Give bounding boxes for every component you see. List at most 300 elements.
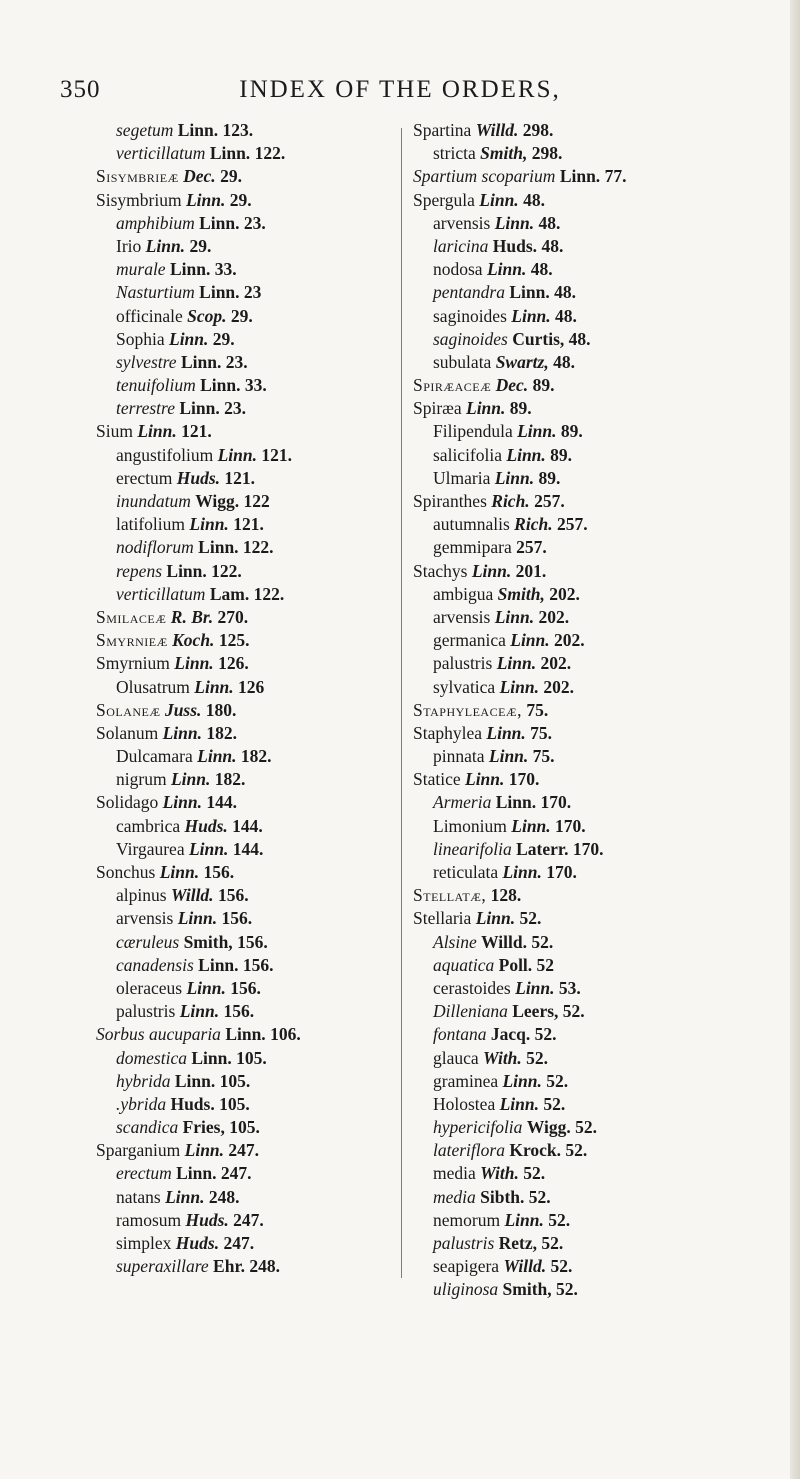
- entry-authority: Linn.: [198, 537, 239, 558]
- entry-authority: Linn.: [509, 282, 550, 303]
- index-subentry: [413, 1232, 793, 1255]
- index-entry: [413, 397, 793, 420]
- index-entry: [413, 699, 793, 722]
- index-subentry: [413, 212, 793, 235]
- index-subentry: [96, 351, 386, 374]
- entry-name: repens: [116, 560, 163, 581]
- entry-page: 202.: [538, 606, 570, 627]
- index-subentry: [96, 444, 386, 467]
- entry-name: canadensis: [116, 954, 194, 975]
- entry-page: 29.: [189, 235, 212, 256]
- entry-name: pentandra: [433, 282, 505, 303]
- entry-name: linearifolia: [433, 838, 512, 859]
- entry-page: 89.: [560, 421, 583, 442]
- entry-authority: Linn.: [162, 722, 203, 743]
- entry-name: salicifolia: [433, 444, 503, 465]
- entry-name: saginoides: [433, 305, 507, 326]
- entry-name: Solidago: [96, 792, 159, 813]
- index-entry: [413, 374, 793, 397]
- index-entry: [96, 1139, 386, 1162]
- index-entry: [96, 189, 386, 212]
- entry-authority: Linn.: [177, 120, 219, 140]
- entry-authority: Linn.: [499, 676, 539, 697]
- entry-name: murale: [116, 259, 166, 280]
- entry-page: 52.: [562, 1001, 585, 1022]
- entry-name: tenuifolium: [116, 375, 196, 396]
- page-edge: [790, 0, 800, 1479]
- entry-name: arvensis: [433, 212, 491, 233]
- entry-name: Dilleniana: [433, 1001, 508, 1022]
- index-subentry: [96, 1162, 386, 1185]
- entry-name: Sorbus aucuparia: [96, 1024, 221, 1045]
- entry-page: 29.: [220, 166, 242, 187]
- entry-authority: Linn.: [494, 467, 535, 488]
- entry-name: stricta: [433, 143, 476, 164]
- entry-authority: Willd.: [170, 885, 214, 906]
- entry-name: Sophia: [116, 328, 165, 349]
- index-subentry: [413, 1023, 793, 1046]
- entry-authority: Linn.: [494, 212, 535, 233]
- entry-authority: Ehr.: [213, 1256, 245, 1277]
- entry-name: Spiræa: [413, 398, 462, 419]
- index-subentry: [413, 305, 793, 328]
- index-subentry: [96, 1232, 386, 1255]
- index-entry: [96, 722, 386, 745]
- entry-page: 298.: [522, 120, 554, 140]
- entry-name: glauca: [433, 1047, 479, 1068]
- entry-name: Smyrnieæ: [96, 630, 168, 651]
- entry-authority: Huds.: [170, 1093, 215, 1114]
- entry-authority: Linn.: [511, 305, 551, 326]
- entry-name: Ulmaria: [433, 467, 491, 488]
- entry-authority: Juss.: [164, 699, 202, 720]
- entry-authority: Linn.: [177, 908, 218, 929]
- entry-page: 202.: [554, 630, 585, 651]
- entry-name: verticillatum: [116, 583, 206, 604]
- entry-page: 121.: [261, 444, 292, 465]
- entry-name: Spiræaceæ: [413, 375, 492, 396]
- index-subentry: [413, 281, 793, 304]
- index-subentry: [413, 1278, 793, 1301]
- index-entry: [96, 606, 386, 629]
- entry-page: 48.: [541, 235, 564, 256]
- entry-authority: Leers,: [512, 1001, 559, 1022]
- index-subentry: [96, 1047, 386, 1070]
- entry-authority: Linn.: [191, 1047, 232, 1068]
- entry-page: 52.: [548, 1209, 571, 1230]
- entry-authority: Linn.: [137, 421, 177, 442]
- index-subentry: [413, 444, 793, 467]
- index-subentry: [413, 1162, 793, 1185]
- index-subentry: [96, 258, 386, 281]
- entry-page: 52.: [531, 931, 554, 952]
- entry-authority: Linn.: [499, 1093, 539, 1114]
- entry-name: palustris: [433, 1233, 495, 1253]
- index-subentry: [96, 1186, 386, 1209]
- index-subentry: [96, 1116, 386, 1139]
- entry-authority: Linn.: [479, 189, 519, 210]
- entry-page: 170.: [540, 792, 572, 813]
- index-subentry: [96, 536, 386, 559]
- entry-page: 48.: [553, 351, 575, 372]
- index-subentry: [96, 513, 386, 536]
- entry-page: 122.: [253, 583, 285, 604]
- index-entry: [413, 490, 793, 513]
- entry-page: 156.: [237, 931, 268, 952]
- entry-authority: Retz,: [498, 1233, 538, 1253]
- entry-name: Spiranthes: [413, 491, 487, 511]
- index-subentry: [96, 374, 386, 397]
- entry-name: palustris: [433, 653, 493, 674]
- entry-page: 170.: [508, 769, 540, 790]
- index-subentry: [413, 1093, 793, 1116]
- index-subentry: [96, 676, 386, 699]
- entry-page: 125.: [218, 630, 250, 651]
- entry-name: segetum: [116, 120, 174, 140]
- entry-name: Irio: [116, 235, 142, 256]
- entry-page: 52.: [526, 1047, 549, 1068]
- entry-page: 270.: [217, 606, 249, 627]
- entry-page: 52.: [565, 1140, 588, 1161]
- entry-name: cerastoides: [433, 977, 511, 998]
- index-entry: [413, 119, 793, 142]
- index-subentry: [413, 652, 793, 675]
- index-subentry: [96, 397, 386, 420]
- index-subentry: [413, 513, 793, 536]
- entry-name: Limonium: [433, 815, 507, 836]
- entry-name: Dulcamara: [116, 746, 193, 767]
- entry-name: Stellatæ,: [413, 885, 487, 906]
- entry-authority: Willd.: [481, 931, 528, 952]
- entry-authority: Krock.: [509, 1140, 562, 1161]
- index-entry: [413, 768, 793, 791]
- entry-authority: Linn.: [145, 235, 186, 256]
- entry-name: Nasturtium: [116, 282, 195, 303]
- entry-name: nodosa: [433, 259, 483, 280]
- entry-name: erectum: [116, 1163, 172, 1184]
- entry-authority: Linn.: [494, 606, 535, 627]
- entry-name: seapigera: [433, 1256, 500, 1277]
- entry-page: 75.: [530, 722, 553, 743]
- entry-name: fontana: [433, 1024, 487, 1045]
- entry-authority: Linn.: [217, 444, 257, 465]
- entry-page: 248.: [208, 1186, 240, 1207]
- entry-name: superaxillare: [116, 1256, 209, 1277]
- entry-page: 105.: [229, 1117, 260, 1138]
- entry-authority: Linn.: [200, 375, 241, 396]
- entry-authority: Linn.: [179, 1001, 220, 1022]
- index-subentry: [413, 328, 793, 351]
- entry-authority: Huds.: [492, 235, 538, 256]
- entry-authority: Wigg.: [526, 1117, 571, 1138]
- entry-page: 48.: [568, 328, 591, 349]
- entry-authority: Willd.: [503, 1256, 547, 1277]
- entry-page: 52: [536, 954, 555, 975]
- entry-authority: Smith,: [183, 931, 233, 952]
- entry-authority: Dec.: [183, 166, 216, 187]
- index-entry: [413, 722, 793, 745]
- entry-page: 48.: [538, 212, 561, 233]
- index-subentry: [413, 142, 793, 165]
- entry-name: .ybrida: [116, 1093, 167, 1114]
- entry-authority: R. Br.: [170, 606, 214, 627]
- entry-page: 182.: [240, 746, 272, 767]
- entry-name: Virgaurea: [116, 838, 185, 859]
- entry-authority: Huds.: [184, 815, 228, 836]
- entry-name: Sisymbrieæ: [96, 166, 179, 187]
- entry-authority: Sibth.: [480, 1186, 525, 1207]
- index-column-right: [413, 119, 793, 1302]
- entry-page: 156.: [230, 977, 261, 998]
- entry-page: 170.: [555, 815, 586, 836]
- entry-authority: Huds.: [185, 1209, 229, 1230]
- entry-page: 75.: [532, 746, 555, 767]
- entry-authority: Linn.: [486, 259, 527, 280]
- entry-name: inundatum: [116, 491, 191, 511]
- entry-authority: Linn.: [209, 143, 251, 164]
- entry-authority: Rich.: [491, 491, 530, 511]
- entry-page: 121.: [224, 467, 256, 488]
- entry-authority: Wigg.: [195, 491, 240, 511]
- entry-authority: Lam.: [209, 583, 250, 604]
- entry-authority: With.: [483, 1047, 522, 1068]
- entry-authority: Scop.: [187, 305, 227, 326]
- entry-name: nemorum: [433, 1209, 501, 1230]
- entry-page: 23.: [243, 212, 266, 233]
- entry-name: gemmipara: [433, 537, 512, 558]
- entry-authority: Linn.: [511, 815, 551, 836]
- entry-name: Spartium scoparium: [413, 166, 556, 187]
- index-subentry: [96, 212, 386, 235]
- entry-name: arvensis: [433, 606, 491, 627]
- entry-name: ambigua: [433, 583, 494, 604]
- entry-name: palustris: [116, 1001, 176, 1022]
- entry-page: 23: [243, 282, 262, 303]
- entry-name: Sium: [96, 421, 133, 442]
- entry-page: 33.: [214, 259, 237, 280]
- entry-page: 52.: [534, 1024, 557, 1045]
- entry-name: cambrica: [116, 815, 181, 836]
- entry-page: 52.: [528, 1186, 551, 1207]
- entry-authority: Linn.: [502, 1070, 542, 1091]
- entry-name: Solaneæ: [96, 699, 161, 720]
- entry-name: Filipendula: [433, 421, 513, 442]
- entry-page: 182.: [206, 722, 238, 743]
- entry-name: Spartina: [413, 120, 472, 140]
- entry-name: domestica: [116, 1047, 187, 1068]
- index-entry: [96, 420, 386, 443]
- index-subentry: [96, 142, 386, 165]
- index-column-left: [96, 119, 386, 1278]
- entry-page: 52.: [523, 1163, 546, 1184]
- entry-name: laricina: [433, 235, 489, 256]
- index-entry: [96, 699, 386, 722]
- entry-name: nigrum: [116, 769, 167, 790]
- entry-authority: Linn.: [185, 189, 226, 210]
- entry-page: 298.: [531, 143, 563, 164]
- column-divider: [401, 128, 402, 1278]
- entry-name: erectum: [116, 467, 173, 488]
- entry-authority: Linn.: [179, 398, 220, 419]
- index-entry: [96, 1023, 386, 1046]
- entry-page: 121.: [181, 421, 212, 442]
- entry-authority: Linn.: [504, 1209, 544, 1230]
- entry-authority: Linn.: [225, 1024, 266, 1045]
- index-subentry: [413, 536, 793, 559]
- index-subentry: [413, 420, 793, 443]
- entry-authority: Linn.: [471, 560, 512, 581]
- entry-authority: Linn.: [169, 259, 211, 280]
- index-subentry: [96, 815, 386, 838]
- entry-name: Holostea: [433, 1093, 496, 1114]
- entry-authority: Linn.: [488, 746, 529, 767]
- index-subentry: [96, 1000, 386, 1023]
- entry-authority: Linn.: [486, 722, 526, 743]
- entry-authority: Linn.: [169, 328, 209, 349]
- entry-authority: Linn.: [174, 1070, 216, 1091]
- entry-page: 89.: [509, 398, 532, 419]
- entry-name: terrestre: [116, 398, 175, 419]
- entry-page: 52.: [519, 908, 542, 929]
- entry-page: 257.: [534, 491, 565, 511]
- index-subentry: [413, 1047, 793, 1070]
- entry-page: 170.: [546, 862, 577, 882]
- entry-authority: Poll.: [498, 954, 533, 975]
- entry-name: arvensis: [116, 908, 174, 929]
- entry-name: Solanum: [96, 722, 159, 743]
- entry-name: reticulata: [433, 862, 499, 882]
- entry-authority: Linn.: [559, 166, 601, 187]
- entry-page: 106.: [270, 1024, 301, 1045]
- entry-page: 33.: [244, 375, 267, 396]
- entry-page: 122: [243, 491, 270, 511]
- running-title: INDEX OF THE ORDERS,: [239, 76, 561, 103]
- entry-authority: Laterr.: [516, 838, 569, 859]
- entry-name: germanica: [433, 630, 506, 651]
- index-subentry: [413, 815, 793, 838]
- entry-authority: Linn.: [199, 212, 240, 233]
- entry-page: 89.: [538, 467, 561, 488]
- entry-page: 122.: [211, 560, 242, 581]
- entry-name: media: [433, 1186, 476, 1207]
- entry-name: Statice: [413, 769, 461, 790]
- entry-authority: Swartz,: [495, 351, 549, 372]
- entry-name: Olusatrum: [116, 676, 190, 697]
- index-subentry: [96, 884, 386, 907]
- index-subentry: [413, 258, 793, 281]
- index-subentry: [413, 1070, 793, 1093]
- entry-page: 29.: [229, 189, 252, 210]
- index-subentry: [413, 977, 793, 1000]
- index-subentry: [96, 328, 386, 351]
- entry-page: 89.: [550, 444, 573, 465]
- entry-page: 75.: [526, 699, 549, 720]
- entry-name: Smyrnium: [96, 653, 170, 674]
- entry-authority: Linn.: [199, 282, 240, 303]
- entry-authority: Linn.: [510, 630, 550, 651]
- index-subentry: [413, 1186, 793, 1209]
- entry-page: 156.: [221, 908, 253, 929]
- entry-authority: Huds.: [176, 467, 221, 488]
- entry-name: uliginosa: [433, 1279, 499, 1300]
- entry-page: 52.: [575, 1117, 597, 1138]
- index-entry: [413, 165, 793, 188]
- entry-name: autumnalis: [433, 514, 510, 535]
- entry-name: Armeria: [433, 792, 492, 813]
- index-subentry: [96, 281, 386, 304]
- index-subentry: [96, 583, 386, 606]
- entry-page: 121.: [233, 514, 264, 535]
- page-number: 350: [60, 76, 101, 103]
- entry-page: 29.: [230, 305, 253, 326]
- entry-page: 144.: [232, 815, 263, 836]
- entry-authority: Linn.: [176, 1163, 217, 1184]
- index-subentry: [96, 745, 386, 768]
- entry-authority: Huds.: [175, 1233, 220, 1253]
- index-entry: [413, 189, 793, 212]
- entry-authority: Linn.: [188, 838, 229, 859]
- entry-name: amphibium: [116, 212, 195, 233]
- entry-authority: Linn.: [515, 977, 555, 998]
- entry-name: simplex: [116, 1233, 172, 1253]
- entry-name: officinale: [116, 305, 183, 326]
- entry-page: 156.: [242, 954, 274, 975]
- entry-name: graminea: [433, 1070, 499, 1091]
- entry-name: media: [433, 1163, 476, 1184]
- entry-name: Sisymbrium: [96, 189, 182, 210]
- index-subentry: [96, 931, 386, 954]
- entry-authority: Curtis,: [512, 328, 565, 349]
- entry-page: 122.: [242, 537, 274, 558]
- entry-page: 248.: [249, 1256, 280, 1277]
- entry-name: Stellaria: [413, 908, 472, 929]
- entry-page: 123.: [222, 120, 254, 140]
- entry-page: 247.: [220, 1163, 252, 1184]
- entry-page: 257.: [556, 514, 588, 535]
- index-subentry: [413, 1255, 793, 1278]
- entry-name: natans: [116, 1186, 161, 1207]
- entry-page: 182.: [214, 769, 246, 790]
- entry-authority: Linn.: [184, 1140, 225, 1161]
- index-subentry: [96, 838, 386, 861]
- index-subentry: [413, 931, 793, 954]
- entry-name: hypericifolia: [433, 1117, 523, 1138]
- entry-page: 105.: [219, 1093, 250, 1114]
- entry-page: 53.: [558, 977, 581, 998]
- entry-page: 48.: [523, 189, 545, 210]
- entry-name: aquatica: [433, 954, 495, 975]
- entry-authority: Jacq.: [490, 1024, 531, 1045]
- entry-authority: Linn.: [495, 792, 537, 813]
- index-subentry: [96, 560, 386, 583]
- index-entry: [413, 560, 793, 583]
- entry-authority: Linn.: [466, 398, 506, 419]
- entry-authority: Linn.: [475, 908, 516, 929]
- index-subentry: [96, 490, 386, 513]
- entry-authority: Rich.: [514, 514, 553, 535]
- entry-name: Staphylea: [413, 722, 483, 743]
- entry-page: 105.: [219, 1070, 251, 1091]
- entry-page: 247.: [228, 1140, 260, 1161]
- entry-page: 52.: [550, 1256, 573, 1277]
- entry-page: 247.: [223, 1233, 255, 1253]
- entry-page: 105.: [236, 1047, 267, 1068]
- entry-name: cæruleus: [116, 931, 180, 952]
- index-entry: [96, 652, 386, 675]
- entry-name: Staphyleaceæ,: [413, 699, 522, 720]
- entry-authority: Linn.: [162, 792, 203, 813]
- entry-page: 156.: [217, 885, 249, 906]
